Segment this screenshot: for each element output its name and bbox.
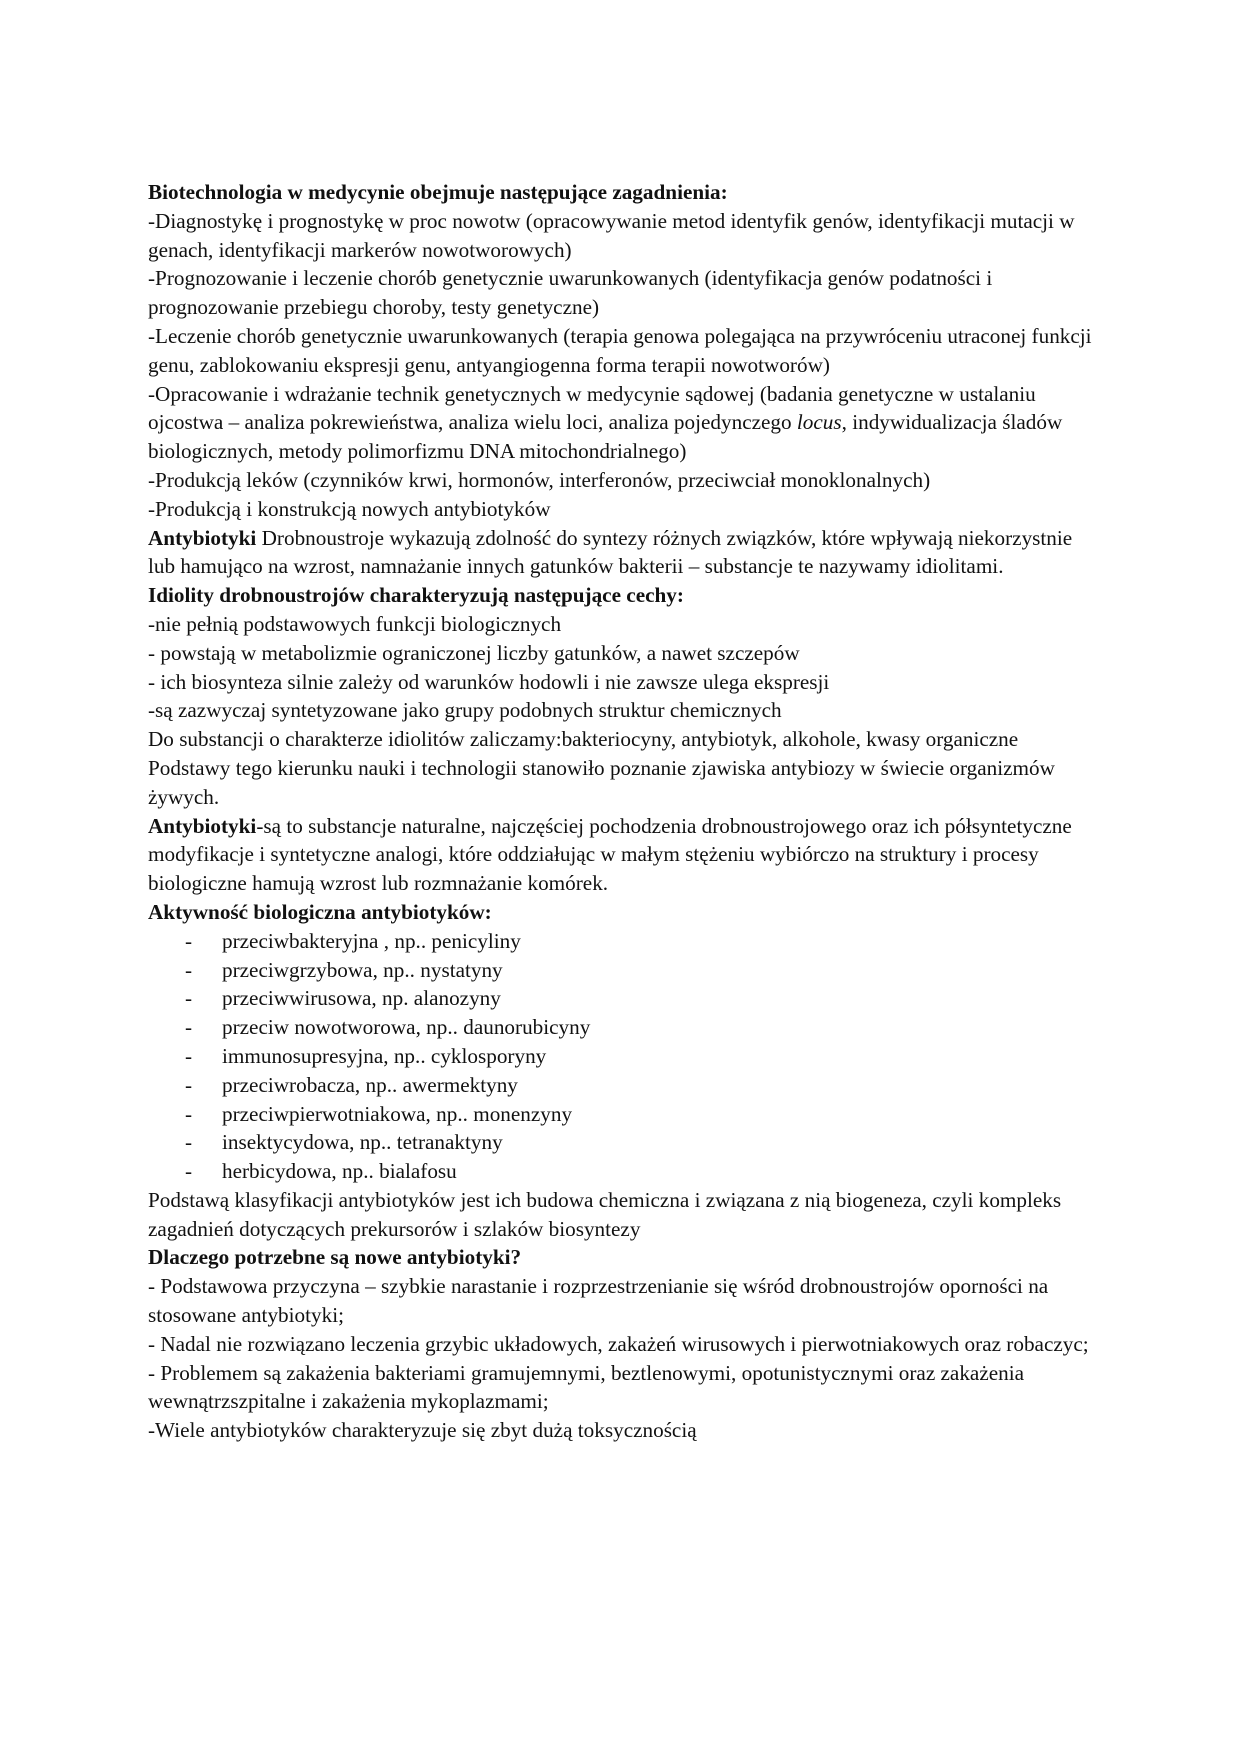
list-item-text: insektycydowa, np.. tetranaktyny <box>222 1130 503 1155</box>
list-item <box>148 1042 1098 1071</box>
paragraph-antybiotyki-intro <box>148 524 1098 582</box>
feature-line: -nie pełnią podstawowych funkcji biologicznych <box>148 611 562 636</box>
reason-line: - Problemem są zakażenia bakteriami gramujemnymi, beztlenowymi, opotunistycznymi oraz zakażenia wewnątrzszpitalne i zakażenia mykoplazmami; <box>148 1360 1025 1414</box>
antybiotyki-term: Antybiotyki <box>148 525 257 550</box>
list-item-text: przeciwrobacza, np.. awermektyny <box>222 1072 518 1097</box>
paragraph-klasyfikacja: Podstawą klasyfikacji antybiotyków jest ich budowa chemiczna i związana z nią biogeneza, czyli kompleks zagadnień dotyczących prekursorów i szlaków biosyntezy <box>148 1187 1062 1241</box>
feature-line: -są zazwyczaj syntetyzowane jako grupy podobnych struktur chemicznych <box>148 698 782 723</box>
list-item-text: przeciwwirusowa, np. alanozyny <box>222 986 501 1011</box>
list-item-text: immunosupresyjna, np.. cyklosporyny <box>222 1043 547 1068</box>
paragraph-produkcja-antybiotykow: -Produkcją i konstrukcją nowych antybiotyków <box>148 496 551 521</box>
reason-line: -Wiele antybiotyków charakteryzuje się zbyt dużą toksycznością <box>148 1418 697 1443</box>
list-item <box>148 1071 1098 1100</box>
paragraph-idiolity-substancje: Do substancji o charakterze idiolitów zaliczamy:bakteriocyny, antybiotyk, alkohole, kwasy organiczne <box>148 727 1019 752</box>
list-item-text: przeciwpierwotniakowa, np.. monenzyny <box>222 1101 573 1126</box>
list-item-text: herbicydowa, np.. bialafosu <box>222 1159 457 1184</box>
paragraph-prognozowanie: -Prognozowanie i leczenie chorób genetycznie uwarunkowanych (identyfikacja genów podatności i prognozowanie przebiegu choroby, testy genetyczne) <box>148 266 993 320</box>
reason-line: - Nadal nie rozwiązano leczenia grzybic układowych, zakażeń wirusowych i pierwotniakowych oraz robaczyc; <box>148 1331 1089 1356</box>
feature-line: - powstają w metabolizmie ograniczonej liczby gatunków, a nawet szczepów <box>148 640 800 665</box>
heading-aktywnosc: Aktywność biologiczna antybiotyków: <box>148 899 492 924</box>
paragraph-leczenie: -Leczenie chorób genetycznie uwarunkowanych (terapia genowa polegająca na przywróceniu utraconej funkcji genu, zablokowaniu ekspresji genu, antyangiogenna forma terapii nowotworów) <box>148 323 1092 377</box>
list-item <box>148 1157 1098 1186</box>
feature-line: - ich biosynteza silnie zależy od warunków hodowli i nie zawsze ulega ekspresji <box>148 669 830 694</box>
paragraph-podstawy: Podstawy tego kierunku nauki i technologii stanowiło poznanie zjawiska antybiozy w świecie organizmów żywych. <box>148 755 1055 809</box>
medycyna-sadowa-text-b: , indywidualizacja śladów biologicznych, metody polimorfizmu DNA mitochondrialnego) <box>148 410 1063 464</box>
paragraph-antybiotyki-definicja <box>148 812 1098 898</box>
dash-bullet: - <box>185 928 193 953</box>
list-item-text: przeciw nowotworowa, np.. daunorubicyny <box>222 1015 591 1040</box>
dash-bullet: - <box>185 1130 193 1155</box>
document-body <box>148 178 1098 1445</box>
dash-bullet: - <box>185 1101 193 1126</box>
reason-line: - Podstawowa przyczyna – szybkie narastanie i rozprzestrzenianie się wśród drobnoustrojów oporności na stosowane antybiotyki; <box>148 1274 1049 1328</box>
heading-dlaczego: Dlaczego potrzebne są nowe antybiotyki? <box>148 1245 522 1270</box>
locus-italic: locus <box>796 410 842 435</box>
dash-bullet: - <box>185 1043 193 1068</box>
list-item <box>148 1128 1098 1157</box>
dash-bullet: - <box>185 1072 193 1097</box>
antybiotyki-intro-text: Drobnoustroje wykazują zdolność do syntezy różnych związków, które wpływają niekorzystnie lub hamująco na wzrost, namnażanie innych gatunków bakterii – substancje te nazywamy idiolitami. <box>148 525 1073 579</box>
list-item <box>148 1100 1098 1129</box>
list-item <box>148 927 1098 956</box>
dash-bullet: - <box>185 1159 193 1184</box>
paragraph-diagnostyka: -Diagnostykę i prognostykę w proc nowotw (opracowywanie metod identyfik genów, identyfikacji mutacji w genach, identyfikacji markerów nowotworowych) <box>148 208 1075 262</box>
antybiotyki-definition-text: -są to substancje naturalne, najczęściej pochodzenia drobnoustrojowego oraz ich półsyntetyczne modyfikacje i syntetyczne analogi, które oddziałując w małym stężeniu wybiórczo na struktury i procesy biologiczne hamują wzrost lub rozmnażanie komórek. <box>148 813 1072 896</box>
list-item <box>148 984 1098 1013</box>
dash-bullet: - <box>185 1015 193 1040</box>
dash-bullet: - <box>185 957 193 982</box>
antybiotyki-definition-term: Antybiotyki <box>148 813 257 838</box>
list-item <box>148 956 1098 985</box>
dash-bullet: - <box>185 986 193 1011</box>
list-item <box>148 1013 1098 1042</box>
list-item-text: przeciwgrzybowa, np.. nystatyny <box>222 957 503 982</box>
list-item-text: przeciwbakteryjna , np.. penicyliny <box>222 928 521 953</box>
paragraph-produkcja-lekow: -Produkcją leków (czynników krwi, hormonów, interferonów, przeciwciał monoklonalnych) <box>148 467 931 492</box>
activity-list <box>148 927 1098 1186</box>
medycyna-sadowa-text-a: -Opracowanie i wdrażanie technik genetycznych w medycynie sądowej (badania genetyczne w ustalaniu ojcostwa – analiza pokrewieństwa, analiza wielu loci, analiza pojedynczego <box>148 381 1036 435</box>
heading-biotechnologia: Biotechnologia w medycynie obejmuje następujące zagadnienia: <box>148 180 728 204</box>
paragraph-medycyna-sadowa <box>148 380 1098 466</box>
heading-idiolity: Idiolity drobnoustrojów charakteryzują następujące cechy: <box>148 583 684 608</box>
